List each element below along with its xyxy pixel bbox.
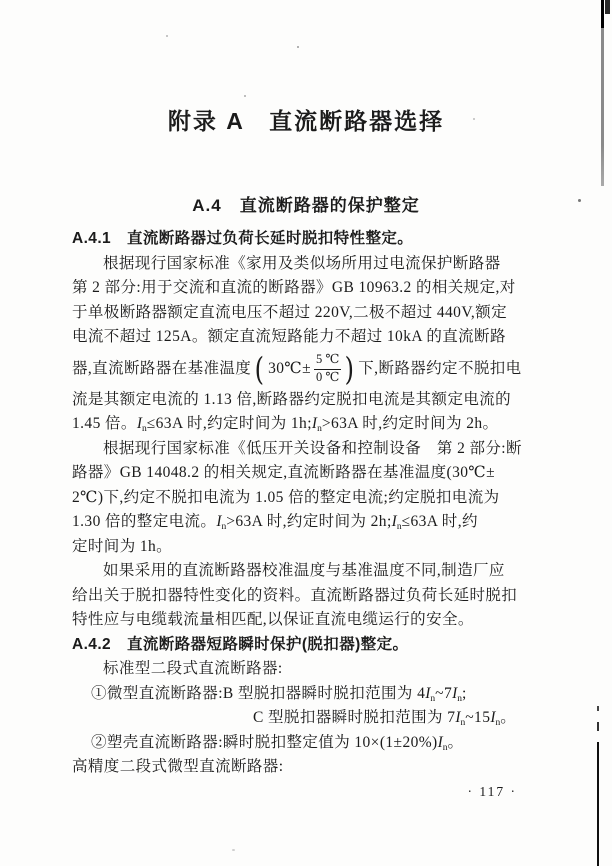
text-line: 流是其额定电流的 1.13 倍,断路器约定脱扣电流是其额定电流的: [72, 390, 512, 408]
rated-current-symbol: [452, 685, 462, 702]
symbol-base: I: [425, 684, 431, 702]
symbol-base: I: [452, 684, 458, 702]
symbol-base: I: [490, 709, 496, 726]
scan-artifact-top-right-corner: [605, 0, 610, 14]
text-line: 如果采用的直流断路器校准温度与基准温度不同,制造厂应: [103, 562, 505, 579]
symbol-base: I: [136, 415, 142, 432]
text-segment: C 型脱扣器瞬时脱扣范围为 7: [253, 709, 456, 726]
appendix-title: 附录 A 直流断路器选择: [167, 108, 445, 134]
clause-a41-heading: A.4.1 直流断路器过负荷长延时脱扣特性整定。: [72, 230, 414, 247]
scan-speck: [244, 95, 246, 97]
scan-speck: [166, 35, 168, 37]
symbol-subscript: n: [221, 522, 227, 532]
page-number: · 117 ·: [467, 784, 517, 799]
symbol-subscript: n: [457, 693, 463, 704]
symbol-base: I: [437, 733, 443, 751]
text-segment: ②塑壳直流断路器:瞬时脱扣整定值为 10×(1±20%): [91, 733, 438, 751]
text-line: [72, 412, 532, 437]
text-segment: 1.45 倍。: [72, 415, 137, 432]
scan-speck: [232, 849, 235, 851]
text-line: 于单极断路器额定直流电压不超过 220V,二极不超过 440V,额定: [72, 303, 507, 321]
rated-current-symbol: [490, 709, 500, 726]
scan-speck: [297, 46, 299, 48]
text-segment: 下,断路器约定不脱扣电: [358, 359, 522, 377]
symbol-subscript: n: [430, 693, 436, 704]
text-line: 2℃)下,约定不脱扣电流为 1.05 倍的整定电流;约定脱扣电流为: [72, 488, 500, 506]
rated-current-symbol: [392, 513, 402, 530]
tolerance-lower: 0 ℃: [316, 369, 340, 384]
text-line: [72, 510, 532, 535]
symbol-subscript: n: [141, 424, 147, 434]
rated-current-symbol: [438, 734, 448, 751]
section-heading: A.4 直流断路器的保护整定: [192, 196, 420, 215]
formula-base: 30℃±: [268, 359, 312, 377]
text-segment: ≤63A 时,约: [401, 513, 478, 530]
rated-current-symbol: [425, 685, 435, 702]
text-line: 定时间为 1h。: [72, 537, 173, 555]
text-line-with-formula: [72, 350, 532, 388]
body-text: [72, 227, 532, 780]
rated-current-symbol: [455, 709, 465, 726]
text-line: 根据现行国家标准《家用及类似场所用过电流保护断路器: [103, 254, 501, 272]
text-line: 根据现行国家标准《低压开关设备和控制设备 第 2 部分:断: [103, 439, 522, 457]
symbol-base: I: [311, 415, 318, 432]
scan-artifact-right-edge-bottom: [597, 742, 599, 866]
text-segment: ~7: [435, 684, 453, 702]
reference-temperature-formula: [253, 350, 356, 388]
rated-current-symbol: [312, 415, 322, 432]
text-segment: ①微型直流断路器:B 型脱扣器瞬时脱扣范围为 4: [91, 684, 426, 702]
text-line: 第 2 部分:用于交流和直流的断路器》GB 10963.2 的相关规定,对: [72, 279, 516, 296]
text-segment: ≤63A 时,约定时间为 1h;: [146, 415, 312, 432]
tolerance-upper: 5 ℃: [314, 352, 341, 370]
symbol-subscript: n: [495, 718, 501, 728]
text-line: [72, 682, 532, 707]
text-line: 电流不超过 125A。额定直流短路能力不超过 10kA 的直流断路: [72, 328, 506, 345]
scan-artifact-right-edge-dash: [597, 722, 599, 731]
symbol-subscript: n: [442, 742, 448, 753]
text-segment: 1.30 倍的整定电流。: [72, 513, 217, 530]
text-line: 给出关于脱扣器特性变化的资料。直流断路器过负荷长延时脱扣: [72, 586, 518, 604]
rated-current-symbol: [216, 513, 226, 530]
symbol-subscript: n: [460, 718, 466, 728]
text-segment: 器,直流断路器在基准温度: [72, 359, 252, 377]
text-line: 标准型二段式直流断路器:: [103, 660, 283, 677]
text-segment: ;: [462, 684, 467, 702]
text-line: 特性应与电缆载流量相匹配,以保证直流电缆运行的安全。: [72, 611, 474, 628]
symbol-subscript: n: [317, 424, 322, 434]
text-segment: ~15: [465, 709, 491, 726]
close-paren: ): [345, 349, 355, 388]
open-paren: (: [254, 349, 265, 388]
text-line: [72, 731, 532, 756]
text-segment: 。: [447, 733, 464, 751]
tolerance-fraction: [314, 352, 341, 385]
symbol-base: I: [216, 513, 222, 530]
symbol-base: I: [455, 709, 461, 726]
text-line: [72, 706, 532, 731]
text-segment: >63A 时,约定时间为 2h;: [226, 513, 392, 530]
rated-current-symbol: [137, 415, 147, 432]
symbol-base: I: [391, 513, 397, 530]
text-line: 高精度二段式微型直流断路器:: [72, 758, 284, 775]
clause-a42-heading: A.4.2 直流断路器短路瞬时保护(脱扣器)整定。: [72, 635, 409, 653]
text-segment: >63A 时,约定时间为 2h。: [321, 415, 499, 432]
scan-artifact-right-edge-dash: [597, 706, 599, 711]
text-segment: 。: [500, 709, 517, 726]
scan-artifact-right-edge-top: [601, 0, 604, 186]
text-line: 路器》GB 14048.2 的相关规定,直流断路器在基准温度(30℃±: [72, 464, 496, 481]
symbol-subscript: n: [396, 522, 402, 532]
